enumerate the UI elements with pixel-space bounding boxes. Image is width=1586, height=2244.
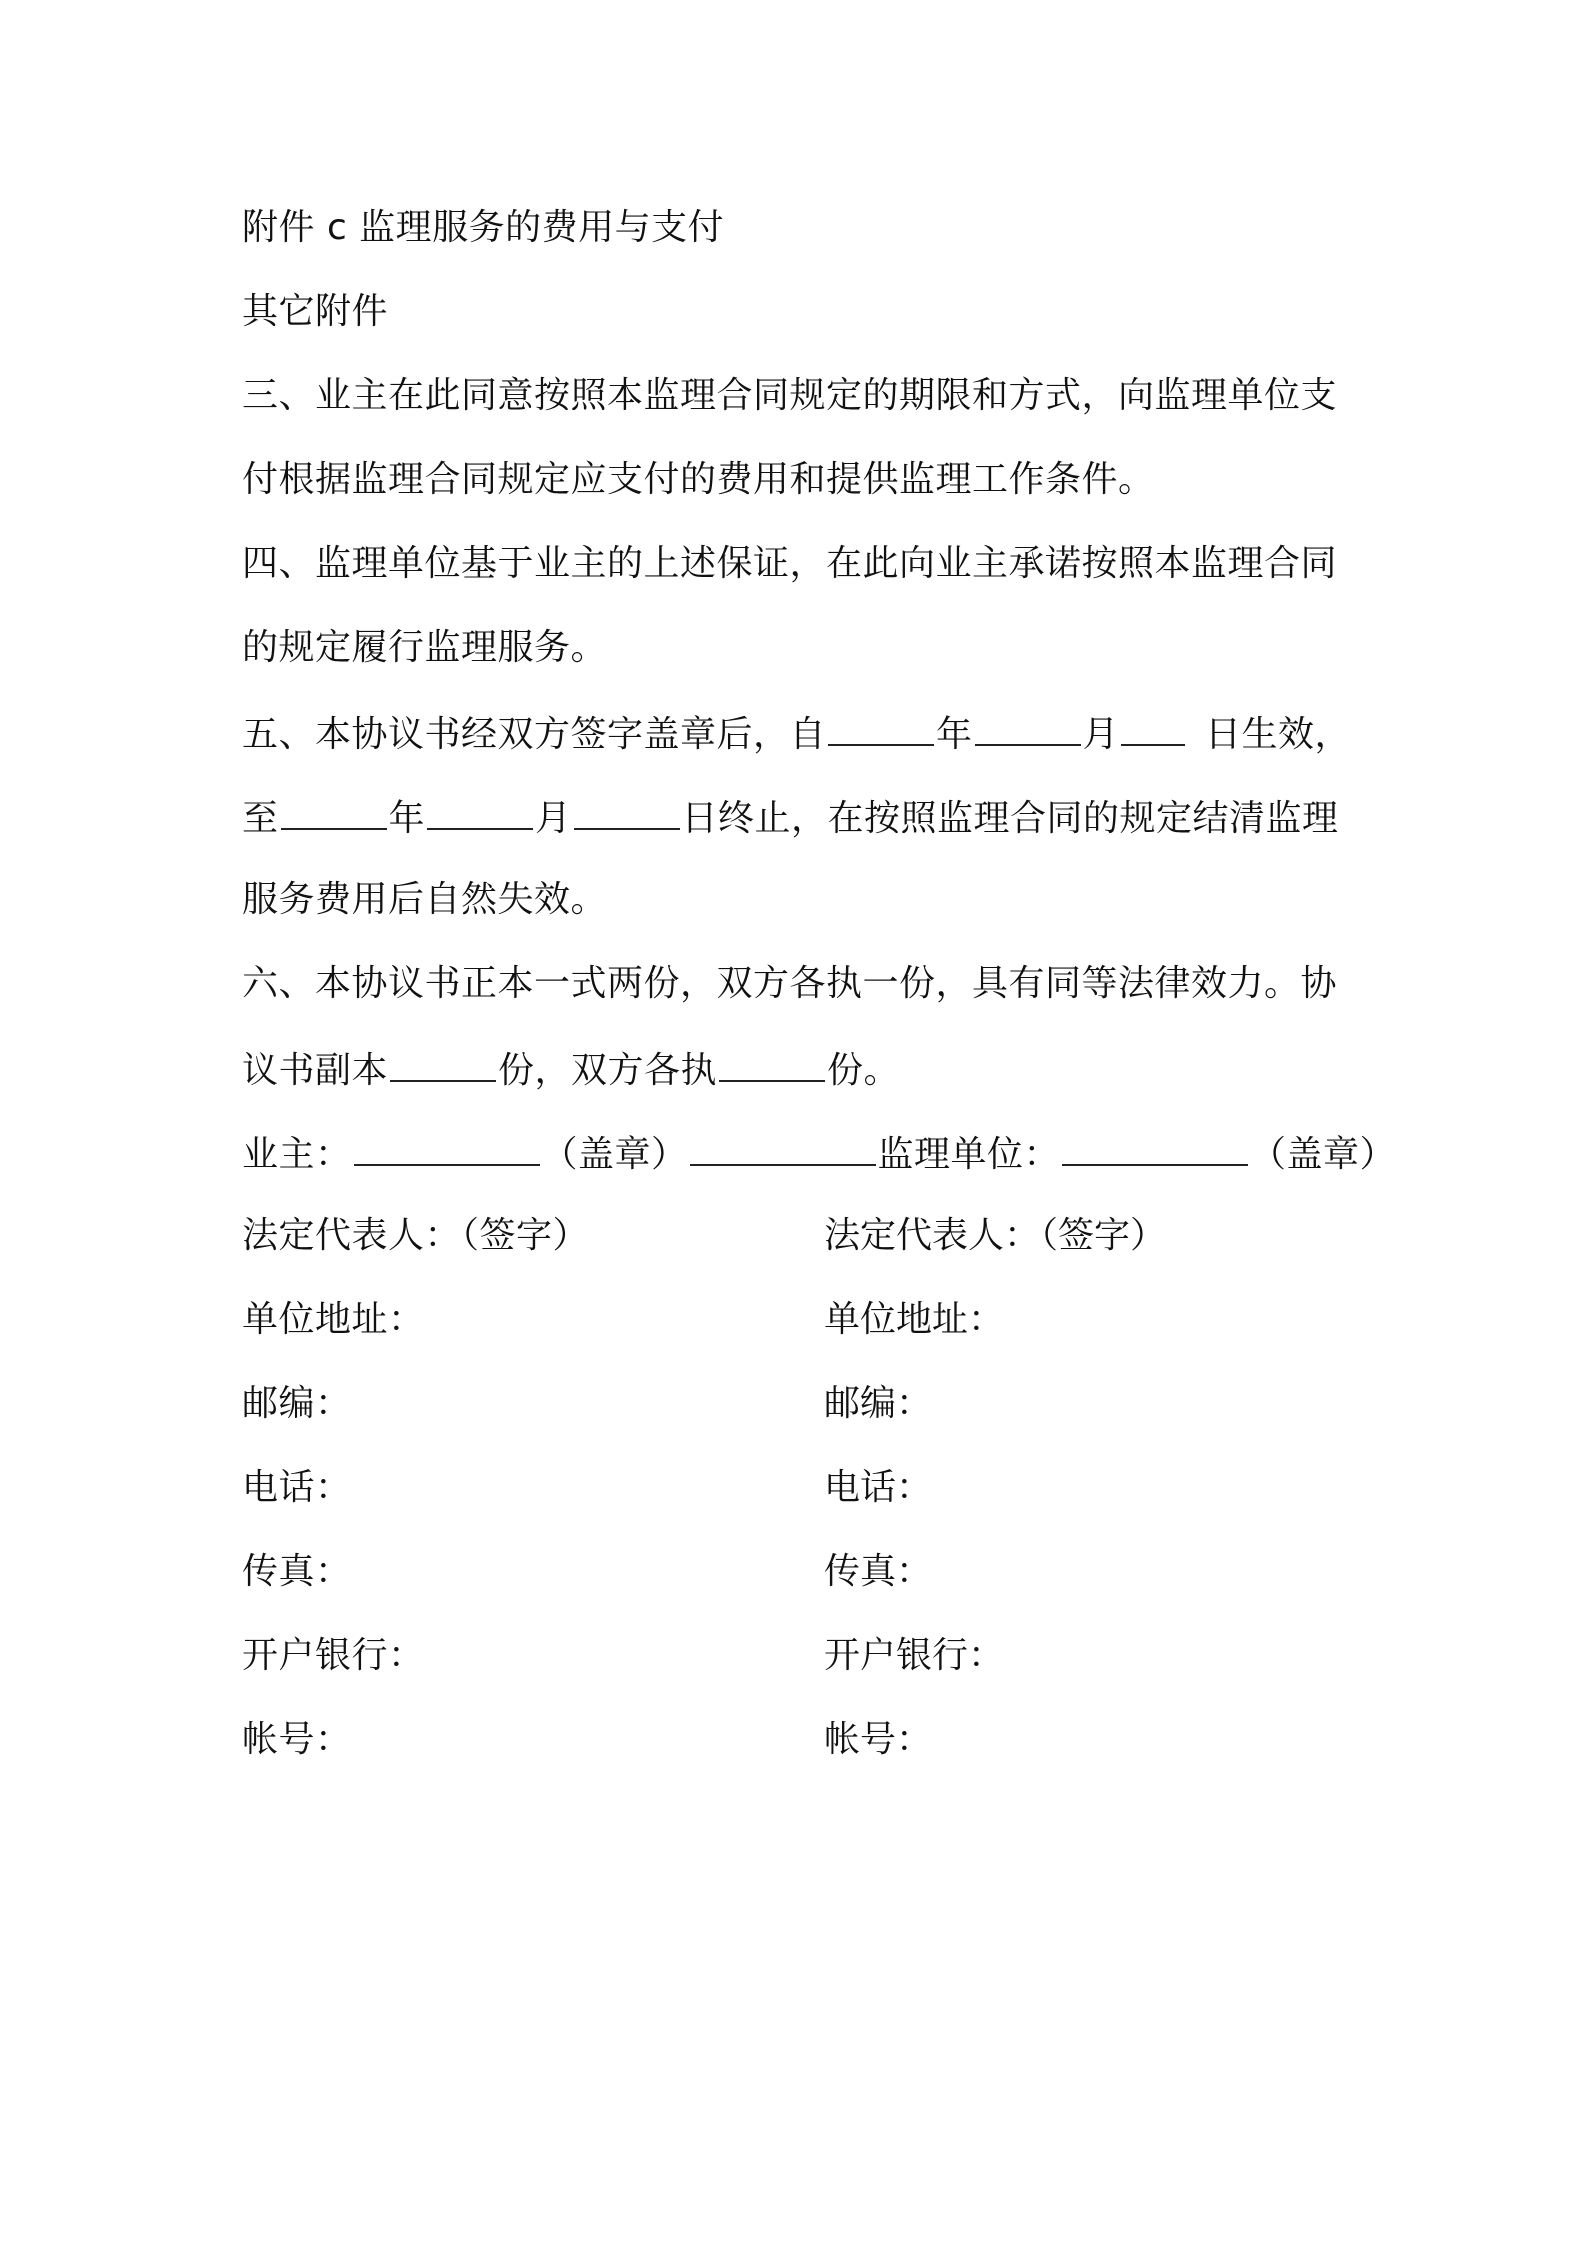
right-postcode bbox=[824, 1380, 932, 1428]
month-label-2: 月 bbox=[535, 798, 572, 839]
left-bank-text: 开户银行： bbox=[242, 1635, 425, 1676]
left-legal-rep-text: 法定代表人：（签字） bbox=[242, 1215, 590, 1256]
right-fax bbox=[824, 1548, 932, 1596]
clause-5-line-3 bbox=[242, 876, 607, 924]
to-label: 至 bbox=[242, 798, 279, 839]
year-label: 年 bbox=[936, 714, 973, 755]
left-account bbox=[242, 1716, 352, 1764]
copies-count-blank[interactable] bbox=[390, 1044, 496, 1082]
left-postcode-text: 邮编： bbox=[242, 1383, 352, 1424]
left-postcode bbox=[242, 1380, 352, 1428]
effective-day-blank[interactable] bbox=[1121, 708, 1185, 746]
end-year-blank[interactable] bbox=[281, 792, 387, 830]
left-bank bbox=[242, 1632, 425, 1680]
appendix-c-line bbox=[242, 204, 724, 252]
owner-label: 业主： bbox=[242, 1134, 352, 1175]
each-holds-blank[interactable] bbox=[719, 1044, 825, 1082]
left-fax bbox=[242, 1548, 352, 1596]
copies-end-label: 份。 bbox=[827, 1050, 901, 1091]
owner-name-blank[interactable] bbox=[354, 1128, 540, 1166]
year-label-2: 年 bbox=[388, 798, 426, 839]
effective-month-blank[interactable] bbox=[975, 708, 1081, 746]
right-fax-text: 传真： bbox=[824, 1551, 933, 1592]
clause-4-text-2: 的规定履行监理服务。 bbox=[242, 627, 608, 668]
right-postcode-text: 邮编： bbox=[824, 1383, 933, 1424]
spacer-blank[interactable] bbox=[690, 1128, 876, 1166]
left-address-text: 单位地址： bbox=[242, 1299, 425, 1340]
appendix-c-text: 附件 c 监理服务的费用与支付 bbox=[242, 207, 725, 248]
month-label: 月 bbox=[1082, 714, 1120, 755]
left-phone bbox=[242, 1464, 352, 1512]
day-effective-label: 日生效， bbox=[1205, 714, 1352, 755]
effective-year-blank[interactable] bbox=[828, 708, 934, 746]
clause-6-line-2 bbox=[242, 1044, 900, 1095]
right-bank-text: 开户银行： bbox=[824, 1635, 1005, 1676]
supervisor-label: 监理单位： bbox=[877, 1134, 1061, 1175]
clause-6-line-1 bbox=[242, 960, 1337, 1008]
clause-5-end-text: 日终止，在按照监理合同的规定结清监理 bbox=[681, 798, 1339, 839]
right-account-text: 帐号： bbox=[824, 1719, 933, 1760]
clause-4-line-1 bbox=[242, 540, 1337, 588]
left-account-text: 帐号： bbox=[242, 1719, 352, 1760]
other-appendix-line bbox=[242, 288, 388, 336]
signature-line bbox=[242, 1128, 1396, 1179]
clause-4-text-1: 四、监理单位基于业主的上述保证，在此向业主承诺按照本监理合同 bbox=[242, 543, 1338, 584]
end-month-blank[interactable] bbox=[427, 792, 533, 830]
right-legal-rep bbox=[824, 1212, 1166, 1260]
right-bank bbox=[824, 1632, 1004, 1680]
clause-3-text-2: 付根据监理合同规定应支付的费用和提供监理工作条件。 bbox=[242, 459, 1155, 500]
clause-3-text-1: 三、业主在此同意按照本监理合同规定的期限和方式，向监理单位支 bbox=[242, 375, 1338, 416]
right-phone bbox=[824, 1464, 932, 1512]
right-address bbox=[824, 1296, 1004, 1344]
owner-seal-label: （盖章） bbox=[541, 1134, 688, 1175]
clause-5-line-1 bbox=[242, 708, 1351, 759]
supervisor-name-blank[interactable] bbox=[1062, 1128, 1248, 1166]
clause-6-text-1: 六、本协议书正本一式两份，双方各执一份，具有同等法律效力。协 bbox=[242, 963, 1338, 1004]
clause-5-intro: 五、本协议书经双方签字盖章后，自 bbox=[242, 714, 827, 755]
right-account bbox=[824, 1716, 932, 1764]
left-address bbox=[242, 1296, 425, 1344]
left-legal-rep bbox=[242, 1212, 589, 1260]
end-day-blank[interactable] bbox=[574, 792, 680, 830]
each-holds-label: 份，双方各执 bbox=[498, 1050, 718, 1091]
right-legal-rep-text: 法定代表人：（签字） bbox=[824, 1215, 1167, 1256]
clause-3-line-2 bbox=[242, 456, 1155, 504]
clause-3-line-1 bbox=[242, 372, 1337, 420]
left-phone-text: 电话： bbox=[242, 1467, 352, 1508]
other-appendix-text: 其它附件 bbox=[242, 291, 389, 332]
left-fax-text: 传真： bbox=[242, 1551, 352, 1592]
clause-4-line-2 bbox=[242, 624, 607, 672]
copies-label: 议书副本 bbox=[242, 1050, 389, 1091]
right-address-text: 单位地址： bbox=[824, 1299, 1005, 1340]
clause-5-text-3: 服务费用后自然失效。 bbox=[242, 879, 608, 920]
clause-5-line-2 bbox=[242, 792, 1339, 843]
right-phone-text: 电话： bbox=[824, 1467, 933, 1508]
supervisor-seal-label: （盖章） bbox=[1250, 1134, 1397, 1175]
